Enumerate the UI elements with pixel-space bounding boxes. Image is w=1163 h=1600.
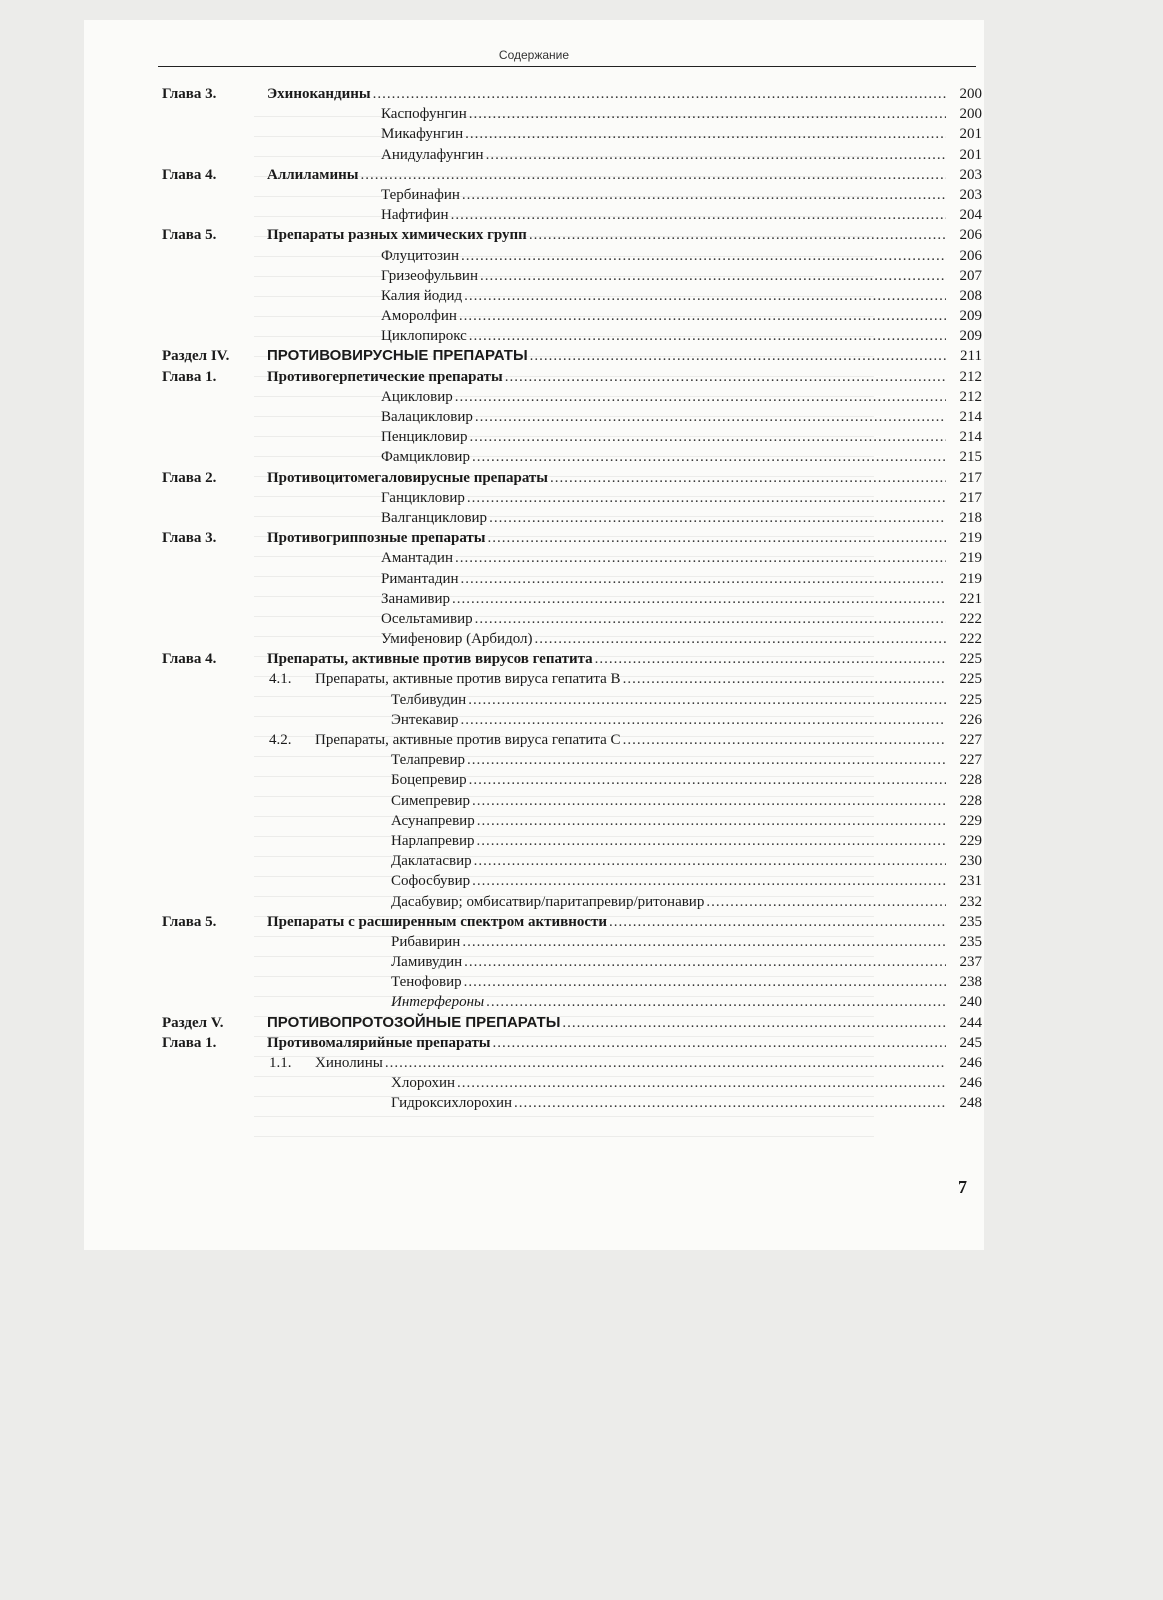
toc-entry-page: 228 xyxy=(959,772,982,789)
toc-entry xyxy=(162,447,982,467)
toc-entry-number: 4.1. xyxy=(269,671,292,688)
toc-entry-title: Амантадин xyxy=(381,550,453,567)
dot-leader xyxy=(459,306,946,326)
toc-entry xyxy=(162,912,982,932)
toc-entry xyxy=(162,407,982,427)
toc-entry-page: 231 xyxy=(959,873,982,890)
toc-entry-page: 208 xyxy=(959,287,982,304)
toc-entry xyxy=(162,346,982,366)
toc-entry-title: Аморолфин xyxy=(381,308,457,325)
toc-entry xyxy=(162,710,982,730)
dot-leader xyxy=(468,690,946,710)
toc-entry-title: Каспофунгин xyxy=(381,106,467,123)
toc-entry-title: Калия йодид xyxy=(381,287,463,304)
dot-leader xyxy=(529,225,946,245)
toc-entry-title: Асунапревир xyxy=(391,812,475,829)
toc-entry-page: 214 xyxy=(959,409,982,425)
toc-entry xyxy=(162,1073,982,1093)
toc-entry-title: Рибавирин xyxy=(391,933,461,950)
toc-entry-page: 248 xyxy=(959,1095,982,1112)
toc-entry-page: 209 xyxy=(959,328,982,345)
toc-entry xyxy=(162,286,982,306)
toc-entry-page: 225 xyxy=(959,671,982,688)
toc-entry-title: Препараты, активные против вирусов гепатита xyxy=(267,651,593,668)
toc-entry-title: ПРОТИВОПРОТОЗОЙНЫЕ ПРЕПАРАТЫ xyxy=(267,1013,561,1031)
dot-leader xyxy=(469,104,946,124)
toc-entry-page: 246 xyxy=(959,1075,982,1092)
dot-leader xyxy=(472,447,946,467)
toc-entry xyxy=(162,750,982,770)
toc-entry-title: Препараты, активные против вируса гепатита C xyxy=(315,732,621,748)
toc-entry-title: Препараты разных химических групп xyxy=(267,227,527,244)
toc-entry-title: Микафунгин xyxy=(381,126,464,143)
dot-leader xyxy=(461,569,946,589)
toc-entry xyxy=(162,1053,982,1073)
toc-entry-title: Циклопирокс xyxy=(381,328,467,345)
dot-leader xyxy=(550,468,946,488)
toc-entry-number: 1.1. xyxy=(269,1055,292,1071)
toc-entry-label: Глава 1. xyxy=(162,1034,217,1051)
toc-entry-title: Телапревир xyxy=(391,752,465,769)
dot-leader xyxy=(464,286,946,306)
dot-leader xyxy=(562,1013,946,1033)
dot-leader xyxy=(535,629,947,649)
toc-entry-page: 245 xyxy=(959,1034,982,1051)
toc-entry-label: Глава 4. xyxy=(162,651,217,668)
toc-entry xyxy=(162,124,982,144)
toc-entry-label: Глава 2. xyxy=(162,469,217,486)
dot-leader xyxy=(469,326,946,346)
toc-entry xyxy=(162,225,982,245)
toc-entry-title: Хлорохин xyxy=(391,1075,455,1092)
dot-leader xyxy=(623,669,946,689)
toc-entry-label: Глава 4. xyxy=(162,166,217,183)
toc-entry xyxy=(162,730,982,750)
dot-leader xyxy=(469,770,946,790)
toc-entry-page: 232 xyxy=(959,893,982,910)
toc-entry-title: Противогерпетические препараты xyxy=(267,368,503,385)
book-page xyxy=(84,20,984,1250)
toc-entry-page: 222 xyxy=(959,610,982,627)
toc-entry xyxy=(162,871,982,891)
header-rule xyxy=(158,66,976,67)
dot-leader xyxy=(472,871,946,891)
dot-leader xyxy=(455,548,946,568)
toc-entry-page: 230 xyxy=(959,853,982,870)
toc-entry-title: Боцепревир xyxy=(391,772,467,789)
toc-entry-title: Противомалярийные препараты xyxy=(267,1034,491,1051)
dot-leader xyxy=(462,932,946,952)
dot-leader xyxy=(486,992,946,1012)
toc-entry-title: Аллиламины xyxy=(267,166,359,183)
dot-leader xyxy=(595,649,946,669)
toc-entry-page: 219 xyxy=(959,550,982,567)
toc-entry xyxy=(162,690,982,710)
toc-entry-page: 246 xyxy=(959,1055,982,1071)
dot-leader xyxy=(493,1033,946,1053)
dot-leader xyxy=(472,791,946,811)
toc-entry-title: Гризеофульвин xyxy=(381,267,478,284)
toc-entry-page: 240 xyxy=(959,994,982,1011)
toc-entry-page: 225 xyxy=(959,651,982,668)
toc-entry-title: Анидулафунгин xyxy=(381,146,484,163)
toc-entry xyxy=(162,649,982,669)
dot-leader xyxy=(464,972,946,992)
dot-leader xyxy=(489,508,946,528)
toc-entry-title: Валацикловир xyxy=(381,409,473,425)
toc-entry xyxy=(162,367,982,387)
toc-entry-page: 229 xyxy=(959,812,982,829)
dot-leader xyxy=(452,589,946,609)
toc-entry xyxy=(162,851,982,871)
toc-entry-title: Ганцикловир xyxy=(381,489,465,506)
toc-entry xyxy=(162,831,982,851)
dot-leader xyxy=(467,488,946,508)
toc-entry xyxy=(162,1093,982,1113)
toc-entry-title: Пенцикловир xyxy=(381,429,468,446)
toc-entry-page: 201 xyxy=(959,146,982,163)
dot-leader xyxy=(706,892,946,912)
dot-leader xyxy=(385,1053,946,1073)
toc-entry-page: 201 xyxy=(959,126,982,143)
dot-leader xyxy=(461,246,946,266)
toc-entry xyxy=(162,892,982,912)
toc-entry-title: Занамивир xyxy=(381,590,450,607)
toc-entry-page: 206 xyxy=(959,247,982,264)
toc-entry xyxy=(162,488,982,508)
dot-leader xyxy=(477,811,946,831)
toc-entry xyxy=(162,952,982,972)
toc-entry-page: 227 xyxy=(959,752,982,769)
toc-entry-page: 222 xyxy=(959,631,982,648)
dot-leader xyxy=(488,528,946,548)
toc-entry-page: 244 xyxy=(959,1014,982,1031)
dot-leader xyxy=(514,1093,946,1113)
running-header: Содержание xyxy=(498,48,570,62)
toc-entry xyxy=(162,1033,982,1053)
toc-entry-page: 218 xyxy=(959,509,982,526)
toc-entry xyxy=(162,266,982,286)
dot-leader xyxy=(475,609,946,629)
toc-entry-page: 226 xyxy=(959,711,982,728)
toc-entry-page: 238 xyxy=(959,974,982,991)
toc-entry-page: 203 xyxy=(959,166,982,183)
dot-leader xyxy=(469,427,946,447)
toc-entry-title: Хинолины xyxy=(315,1055,383,1071)
dot-leader xyxy=(373,84,946,104)
dot-leader xyxy=(467,750,946,770)
toc-entry-title: Дасабувир; омбисатвир/паритапревир/ритонавир xyxy=(391,893,705,910)
dot-leader xyxy=(505,367,946,387)
toc-entry xyxy=(162,569,982,589)
dot-leader xyxy=(464,952,946,972)
toc-entry xyxy=(162,770,982,790)
toc-entry-page: 204 xyxy=(959,207,982,224)
toc-entry-page: 228 xyxy=(959,792,982,809)
toc-entry xyxy=(162,1013,982,1033)
toc-entry-title: Энтекавир xyxy=(391,711,459,728)
toc-entry-page: 214 xyxy=(959,429,982,446)
toc-entry-page: 235 xyxy=(959,913,982,930)
dot-leader xyxy=(360,165,946,185)
toc-entry-title: Эхинокандины xyxy=(267,86,371,102)
toc-entry-title: Тенофовир xyxy=(391,974,462,991)
toc-entry-title: Тербинафин xyxy=(381,186,460,203)
dot-leader xyxy=(460,710,946,730)
toc-entry-page: 203 xyxy=(959,186,982,203)
dot-leader xyxy=(486,145,946,165)
toc-entry xyxy=(162,468,982,488)
toc-entry-page: 200 xyxy=(959,86,982,102)
toc-entry-title: Ламивудин xyxy=(391,954,463,971)
toc-entry-page: 209 xyxy=(959,308,982,325)
toc-entry xyxy=(162,669,982,689)
toc-entry xyxy=(162,548,982,568)
toc-entry-title: Ацикловир xyxy=(381,388,453,405)
toc-entry-page: 235 xyxy=(959,933,982,950)
toc-entry-label: Глава 5. xyxy=(162,913,217,930)
toc-entry xyxy=(162,932,982,952)
toc-entry xyxy=(162,528,982,548)
toc-entry xyxy=(162,246,982,266)
dot-leader xyxy=(457,1073,946,1093)
toc-entry-page: 211 xyxy=(960,348,982,365)
toc-entry-title: Фамцикловир xyxy=(381,449,470,466)
dot-leader xyxy=(475,407,946,427)
toc-entry-number: 4.2. xyxy=(269,732,292,748)
dot-leader xyxy=(609,912,946,932)
toc-entry-title: Флуцитозин xyxy=(381,247,459,264)
toc-entry-page: 200 xyxy=(959,106,982,123)
toc-entry xyxy=(162,306,982,326)
toc-entry-title: Симепревир xyxy=(391,792,470,809)
toc-entry xyxy=(162,589,982,609)
toc-entry-title: Нафтифин xyxy=(381,207,449,224)
toc-entry-page: 219 xyxy=(959,530,982,547)
toc-entry xyxy=(162,104,982,124)
toc-entry-page: 212 xyxy=(959,388,982,405)
toc-entry-label: Глава 3. xyxy=(162,86,217,102)
dot-leader xyxy=(480,266,946,286)
toc-entry-label: Раздел V. xyxy=(162,1014,224,1031)
toc-entry xyxy=(162,629,982,649)
dot-leader xyxy=(465,124,946,144)
toc-entry xyxy=(162,427,982,447)
toc-entry-title: Телбивудин xyxy=(391,691,467,708)
toc-entry xyxy=(162,205,982,225)
toc-entry-title: Софосбувир xyxy=(391,873,471,890)
toc-entry-title: Осельтамивир xyxy=(381,610,473,627)
toc-entry-page: 207 xyxy=(959,267,982,284)
toc-entry-label: Глава 5. xyxy=(162,227,217,244)
dot-leader xyxy=(474,851,946,871)
toc-entry-page: 206 xyxy=(959,227,982,244)
toc-entry-page: 215 xyxy=(959,449,982,466)
toc-entry xyxy=(162,165,982,185)
toc-entry xyxy=(162,145,982,165)
page-number: 7 xyxy=(958,1177,967,1197)
toc-entry-label: Глава 1. xyxy=(162,368,217,385)
toc-entry-page: 221 xyxy=(959,590,982,607)
toc-entry-title: Римантадин xyxy=(381,570,459,587)
toc-entry-title: Даклатасвир xyxy=(391,853,472,870)
toc-entry-label: Раздел IV. xyxy=(162,348,230,365)
dot-leader xyxy=(530,346,946,366)
dot-leader xyxy=(477,831,946,851)
toc-entry-title: Умифеновир (Арбидол) xyxy=(381,631,533,648)
toc-entry xyxy=(162,185,982,205)
toc-entry xyxy=(162,609,982,629)
toc-entry xyxy=(162,992,982,1012)
toc-entry xyxy=(162,84,982,104)
toc-entry xyxy=(162,811,982,831)
toc-entry xyxy=(162,387,982,407)
toc-entry-title: Нарлапревир xyxy=(391,832,475,849)
toc-entry-title: Интерфероны xyxy=(391,994,485,1011)
toc-entry-page: 212 xyxy=(959,368,982,385)
dot-leader xyxy=(451,205,946,225)
toc-entry-title: ПРОТИВОВИРУСНЫЕ ПРЕПАРАТЫ xyxy=(267,347,528,365)
toc-entry-title: Противогриппозные препараты xyxy=(267,530,486,547)
toc-entry-page: 217 xyxy=(959,469,982,486)
toc-entry-page: 227 xyxy=(959,732,982,748)
toc-entry-title: Валганцикловир xyxy=(381,509,488,526)
toc-entry-title: Противоцитомегаловирусные препараты xyxy=(267,469,549,486)
toc-entry-page: 237 xyxy=(959,954,982,971)
toc-entry xyxy=(162,972,982,992)
table-of-contents xyxy=(162,84,982,1114)
toc-entry-title: Препараты с расширенным спектром активности xyxy=(267,913,608,930)
toc-entry xyxy=(162,326,982,346)
toc-entry xyxy=(162,508,982,528)
toc-entry-title: Препараты, активные против вируса гепатита B xyxy=(315,671,621,688)
toc-entry-page: 225 xyxy=(959,691,982,708)
toc-entry-label: Глава 3. xyxy=(162,530,217,547)
toc-entry xyxy=(162,791,982,811)
dot-leader xyxy=(462,185,946,205)
toc-entry-page: 219 xyxy=(959,570,982,587)
toc-entry-page: 217 xyxy=(959,489,982,506)
dot-leader xyxy=(455,387,946,407)
toc-entry-page: 229 xyxy=(959,832,982,849)
dot-leader xyxy=(623,730,946,750)
toc-entry-title: Гидроксихлорохин xyxy=(391,1095,513,1112)
